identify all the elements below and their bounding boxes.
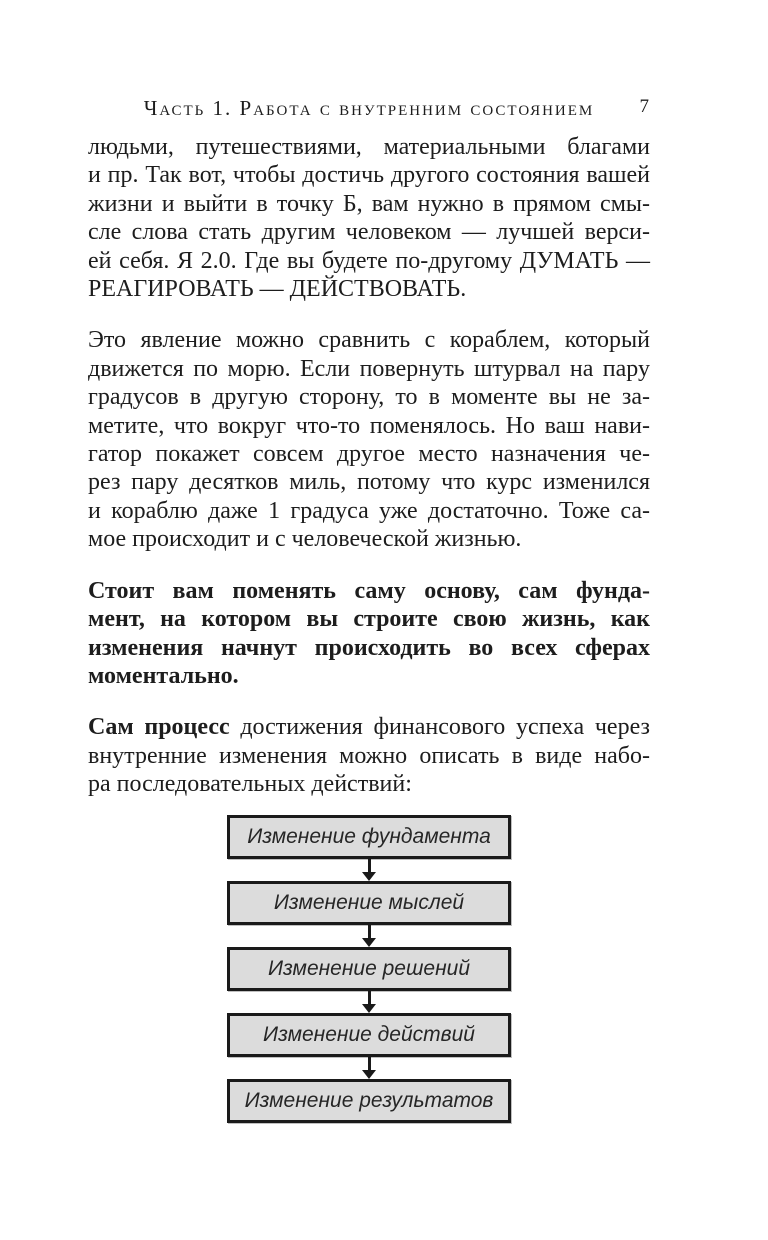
text-line: сле слова стать другим человеком — лучшей верси- [88, 219, 650, 246]
arrow-down-icon [361, 1057, 377, 1079]
paragraph-2 [88, 326, 650, 553]
flow-step-decisions: Изменение решений [227, 947, 511, 991]
bold-lead: Сам процесс [88, 714, 230, 741]
paragraph-1 [88, 133, 650, 303]
text-line: метите, что вокруг что-то поменялось. Но ваш нави- [88, 412, 650, 439]
text-line: Это явление можно сравнить с кораблем, который [88, 327, 650, 354]
text-line: Стоит вам поменять саму основу, сам фунда- [88, 577, 650, 604]
page-number: 7 [639, 96, 650, 117]
text-line: ра последовательных действий: [88, 771, 412, 798]
paragraph-3-bold [88, 577, 650, 691]
flow-step-results: Изменение результатов [227, 1079, 511, 1123]
text-line: мое происходит и с человеческой жизнью. [88, 526, 522, 553]
flow-step-foundation: Изменение фундамента [227, 815, 511, 859]
flow-step-thoughts: Изменение мыслей [227, 881, 511, 925]
text-line: движется по морю. Если повернуть штурвал на пару [88, 355, 650, 382]
chapter-header-title: Часть 1. Работа с внутренним состоянием [143, 96, 595, 120]
process-flowchart [88, 815, 650, 1123]
text-line: моментально. [88, 662, 239, 689]
arrow-down-icon [361, 925, 377, 947]
text-line: ей себя. Я 2.0. Где вы будете по-другому ДУМАТЬ — [88, 247, 650, 274]
text-line: мент, на котором вы строите свою жизнь, как [88, 606, 650, 633]
paragraph-4 [88, 713, 650, 798]
text-line: внутренние изменения можно описать в виде набо- [88, 742, 650, 769]
flow-step-actions: Изменение действий [227, 1013, 511, 1057]
running-header [88, 96, 650, 120]
text-line [88, 713, 650, 741]
text-column [88, 133, 650, 822]
text-line: жизни и выйти в точку Б, вам нужно в прямом смы- [88, 190, 650, 217]
text-line: градусов в другую сторону, то в моменте вы не за- [88, 384, 650, 411]
text-line: людьми, путешествиями, материальными благами [88, 134, 650, 160]
text-line: РЕАГИРОВАТЬ — ДЕЙСТВОВАТЬ. [88, 276, 467, 303]
arrow-down-icon [361, 991, 377, 1013]
text-run: достижения финансового успеха через [229, 714, 650, 741]
text-line: гатор покажет совсем другое место назначения че- [88, 441, 650, 468]
text-line: рез пару десятков миль, потому что курс изменился [88, 469, 650, 496]
text-line: изменения начнут происходить во всех сферах [88, 634, 650, 661]
text-line: и пр. Так вот, чтобы достичь другого состояния вашей [88, 162, 650, 189]
text-line: и кораблю даже 1 градуса уже достаточно. Тоже са- [88, 497, 650, 524]
arrow-down-icon [361, 859, 377, 881]
